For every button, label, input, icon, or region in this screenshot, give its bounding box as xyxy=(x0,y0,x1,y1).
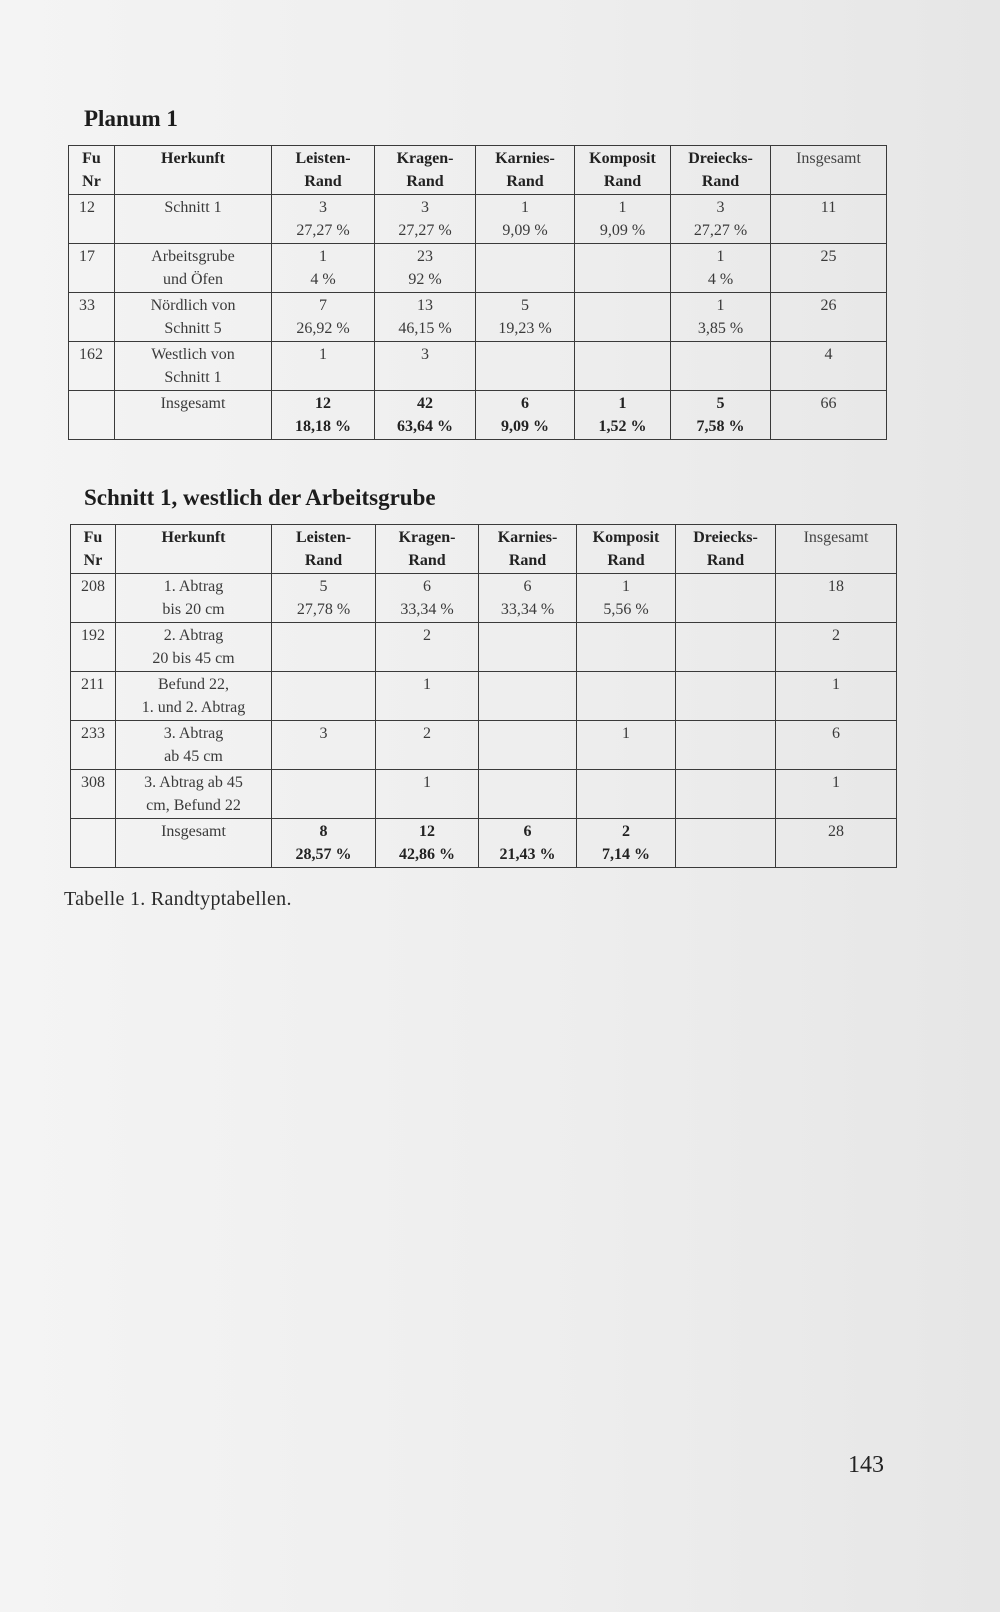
cell-leisten-rand xyxy=(272,342,375,391)
cell-line: 3 xyxy=(421,346,429,363)
cell-herkunft xyxy=(115,293,272,342)
cell-line: 1 xyxy=(423,676,431,693)
cell-dreiecks-rand xyxy=(671,244,771,293)
cell-karnies-rand xyxy=(476,244,575,293)
cell-karnies-rand xyxy=(479,574,577,623)
cell-line: 33,34 % xyxy=(500,601,555,618)
total-komposit-rand xyxy=(575,391,671,440)
cell-fu-nr: 233 xyxy=(71,721,116,770)
cell-line: 1 xyxy=(618,395,627,412)
cell-line: 2 xyxy=(423,725,431,742)
cell-line: 3,85 % xyxy=(697,320,744,337)
cell-line: 33,34 % xyxy=(400,601,454,618)
cell-leisten-rand xyxy=(272,574,376,623)
header-insgesamt: Insgesamt xyxy=(776,525,897,574)
cell-insgesamt: 2 xyxy=(776,623,897,672)
total-karnies-rand xyxy=(476,391,575,440)
cell-line: 1 xyxy=(622,725,630,742)
cell-line: 12 xyxy=(419,823,435,840)
cell-kragen-rand xyxy=(375,195,476,244)
cell-komposit-rand xyxy=(577,721,676,770)
cell-komposit-rand xyxy=(575,195,671,244)
cell-line: 5 xyxy=(716,395,725,412)
cell-line: bis 20 cm xyxy=(162,601,225,618)
cell-line: 12 xyxy=(315,395,331,412)
cell-line: und Öfen xyxy=(163,271,223,288)
cell-line: cm, Befund 22 xyxy=(146,797,241,814)
cell-leisten-rand xyxy=(272,623,376,672)
header-komposit-rand: Komposit Rand xyxy=(577,525,676,574)
header-dreiecks-rand: Dreiecks- Rand xyxy=(676,525,776,574)
header-komposit-rand: Komposit Rand xyxy=(575,146,671,195)
cell-line: 6 xyxy=(523,578,532,595)
cell-line: 1 xyxy=(716,248,725,265)
cell-fu-nr: 208 xyxy=(71,574,116,623)
header-dreiecks-rand: Dreiecks- Rand xyxy=(671,146,771,195)
table2-title: Schnitt 1, westlich der Arbeitsgrube xyxy=(84,485,436,510)
cell-line: 23 xyxy=(417,248,433,265)
cell-herkunft xyxy=(116,574,272,623)
cell-kragen-rand xyxy=(376,623,479,672)
cell-line: 3 xyxy=(421,199,429,216)
cell-line: Schnitt 1 xyxy=(164,199,222,216)
cell-fu-nr: 162 xyxy=(69,342,115,391)
cell-line: 9,09 % xyxy=(502,222,548,239)
total-leisten-rand xyxy=(272,391,375,440)
cell-line: 27,78 % xyxy=(296,601,351,618)
total-dreiecks-rand xyxy=(676,819,776,868)
cell-line: 92 % xyxy=(408,271,442,288)
cell-line: 3 xyxy=(319,725,328,742)
cell-line: 27,27 % xyxy=(296,222,350,239)
total-row xyxy=(71,819,897,868)
cell-insgesamt: 25 xyxy=(771,244,887,293)
table2 xyxy=(70,524,897,868)
cell-insgesamt: 26 xyxy=(771,293,887,342)
cell-kragen-rand xyxy=(376,770,479,819)
cell-kragen-rand xyxy=(376,574,479,623)
cell-line: 27,27 % xyxy=(693,222,748,239)
cell-komposit-rand xyxy=(577,770,676,819)
cell-line: 46,15 % xyxy=(398,320,452,337)
cell-line: 1. und 2. Abtrag xyxy=(141,699,246,716)
cell-fu-nr: 12 xyxy=(69,195,115,244)
table-row xyxy=(71,672,897,721)
cell-line: Westlich von xyxy=(151,346,235,363)
header-kragen-rand: Kragen- Rand xyxy=(375,146,476,195)
header-herkunft: Herkunft xyxy=(115,146,272,195)
cell-line: Schnitt 5 xyxy=(164,320,222,337)
cell-line: 1. Abtrag xyxy=(163,578,224,595)
cell-leisten-rand xyxy=(272,721,376,770)
header-karnies-rand: Karnies- Rand xyxy=(476,146,575,195)
cell-herkunft xyxy=(116,623,272,672)
cell-kragen-rand xyxy=(375,342,476,391)
cell-insgesamt: 1 xyxy=(776,672,897,721)
cell-fu-nr-empty xyxy=(69,391,115,440)
cell-line: 6 xyxy=(521,395,529,412)
page-number: 143 xyxy=(848,1452,884,1478)
cell-line: 1 xyxy=(423,774,431,791)
cell-leisten-rand xyxy=(272,672,376,721)
cell-line: 6 xyxy=(523,823,532,840)
total-komposit-rand xyxy=(577,819,676,868)
cell-line: 42 xyxy=(417,395,433,412)
cell-komposit-rand xyxy=(577,623,676,672)
table-row xyxy=(69,342,887,391)
cell-herkunft xyxy=(115,195,272,244)
cell-line: 5 xyxy=(319,578,328,595)
cell-dreiecks-rand xyxy=(671,342,771,391)
cell-line: 1 xyxy=(716,297,725,314)
cell-karnies-rand xyxy=(479,721,577,770)
cell-line: 3 xyxy=(319,199,327,216)
cell-line: 3 xyxy=(716,199,725,216)
table-row xyxy=(69,195,887,244)
total-label: Insgesamt xyxy=(116,819,272,868)
total-insgesamt: 28 xyxy=(776,819,897,868)
cell-dreiecks-rand xyxy=(671,195,771,244)
cell-line: 3. Abtrag xyxy=(163,725,224,742)
cell-karnies-rand xyxy=(476,342,575,391)
cell-insgesamt: 11 xyxy=(771,195,887,244)
cell-fu-nr: 33 xyxy=(69,293,115,342)
cell-line: 20 bis 45 cm xyxy=(152,650,235,667)
cell-kragen-rand xyxy=(375,244,476,293)
cell-dreiecks-rand xyxy=(676,623,776,672)
table-row xyxy=(71,770,897,819)
cell-kragen-rand xyxy=(375,293,476,342)
table-row xyxy=(71,623,897,672)
cell-herkunft xyxy=(116,721,272,770)
header-fu-nr: Fu Nr xyxy=(69,146,115,195)
total-karnies-rand xyxy=(479,819,577,868)
table1 xyxy=(68,145,887,440)
table-row xyxy=(69,293,887,342)
cell-line: 3. Abtrag ab 45 xyxy=(144,774,243,791)
cell-insgesamt: 6 xyxy=(776,721,897,770)
cell-line: Befund 22, xyxy=(157,676,230,693)
cell-insgesamt: 18 xyxy=(776,574,897,623)
header-kragen-rand: Kragen- Rand xyxy=(376,525,479,574)
cell-line: 18,18 % xyxy=(295,418,351,435)
cell-line: 1 xyxy=(622,578,630,595)
cell-fu-nr: 308 xyxy=(71,770,116,819)
cell-leisten-rand xyxy=(272,293,375,342)
cell-kragen-rand xyxy=(376,672,479,721)
cell-line: ab 45 cm xyxy=(164,748,223,765)
table-row xyxy=(71,574,897,623)
header-leisten-rand: Leisten- Rand xyxy=(272,146,375,195)
cell-line: 9,09 % xyxy=(501,418,549,435)
header-herkunft: Herkunft xyxy=(116,525,272,574)
cell-karnies-rand xyxy=(476,293,575,342)
table-row xyxy=(71,721,897,770)
total-insgesamt: 66 xyxy=(771,391,887,440)
cell-karnies-rand xyxy=(476,195,575,244)
total-label: Insgesamt xyxy=(115,391,272,440)
cell-karnies-rand xyxy=(479,623,577,672)
cell-komposit-rand xyxy=(577,672,676,721)
cell-line: 5 xyxy=(521,297,529,314)
cell-karnies-rand xyxy=(479,672,577,721)
cell-herkunft xyxy=(115,342,272,391)
cell-line: 7,58 % xyxy=(696,418,745,435)
total-kragen-rand xyxy=(376,819,479,868)
cell-line: 1 xyxy=(319,248,327,265)
total-row xyxy=(69,391,887,440)
cell-line: 28,57 % xyxy=(295,846,352,863)
header-insgesamt: Insgesamt xyxy=(771,146,887,195)
cell-line: 4 % xyxy=(707,271,734,288)
cell-line: 5,56 % xyxy=(603,601,649,618)
total-kragen-rand xyxy=(375,391,476,440)
cell-fu-nr: 211 xyxy=(71,672,116,721)
total-leisten-rand xyxy=(272,819,376,868)
cell-insgesamt: 4 xyxy=(771,342,887,391)
cell-dreiecks-rand xyxy=(676,672,776,721)
cell-line: 6 xyxy=(423,578,431,595)
cell-line: 27,27 % xyxy=(398,222,452,239)
cell-line: 1 xyxy=(319,346,327,363)
table2-header-row xyxy=(71,525,897,574)
cell-dreiecks-rand xyxy=(671,293,771,342)
cell-line: 7 xyxy=(319,297,327,314)
cell-herkunft xyxy=(115,244,272,293)
cell-herkunft xyxy=(116,672,272,721)
cell-line: 1 xyxy=(618,199,627,216)
cell-kragen-rand xyxy=(376,721,479,770)
cell-leisten-rand xyxy=(272,195,375,244)
header-leisten-rand: Leisten- Rand xyxy=(272,525,376,574)
cell-line: 7,14 % xyxy=(602,846,650,863)
cell-fu-nr-empty xyxy=(71,819,116,868)
cell-insgesamt: 1 xyxy=(776,770,897,819)
cell-line: 2 xyxy=(423,627,431,644)
table-row xyxy=(69,244,887,293)
cell-leisten-rand xyxy=(272,770,376,819)
cell-line: 63,64 % xyxy=(397,418,453,435)
total-dreiecks-rand xyxy=(671,391,771,440)
header-karnies-rand: Karnies- Rand xyxy=(479,525,577,574)
cell-line: 13 xyxy=(417,297,433,314)
cell-line: Arbeitsgrube xyxy=(151,248,235,265)
cell-komposit-rand xyxy=(577,574,676,623)
cell-komposit-rand xyxy=(575,342,671,391)
cell-line: 8 xyxy=(319,823,328,840)
cell-line: 2 xyxy=(622,823,630,840)
cell-herkunft xyxy=(116,770,272,819)
cell-dreiecks-rand xyxy=(676,721,776,770)
cell-fu-nr: 17 xyxy=(69,244,115,293)
cell-line: 2. Abtrag xyxy=(163,627,224,644)
cell-line: 1,52 % xyxy=(598,418,647,435)
table-caption: Tabelle 1. Randtyptabellen. xyxy=(64,888,292,910)
cell-line: 19,23 % xyxy=(498,320,552,337)
cell-komposit-rand xyxy=(575,244,671,293)
cell-komposit-rand xyxy=(575,293,671,342)
cell-fu-nr: 192 xyxy=(71,623,116,672)
header-fu-nr: Fu Nr xyxy=(71,525,116,574)
cell-line: 42,86 % xyxy=(399,846,455,863)
cell-dreiecks-rand xyxy=(676,574,776,623)
cell-line: Schnitt 1 xyxy=(164,369,222,386)
cell-line: 4 % xyxy=(310,271,336,288)
cell-line: 1 xyxy=(521,199,529,216)
cell-line: Nördlich von xyxy=(150,297,236,314)
cell-line: 26,92 % xyxy=(296,320,350,337)
table1-title: Planum 1 xyxy=(84,106,178,131)
table1-header-row xyxy=(69,146,887,195)
cell-leisten-rand xyxy=(272,244,375,293)
cell-karnies-rand xyxy=(479,770,577,819)
cell-line: 21,43 % xyxy=(499,846,556,863)
cell-line: 9,09 % xyxy=(599,222,646,239)
cell-dreiecks-rand xyxy=(676,770,776,819)
